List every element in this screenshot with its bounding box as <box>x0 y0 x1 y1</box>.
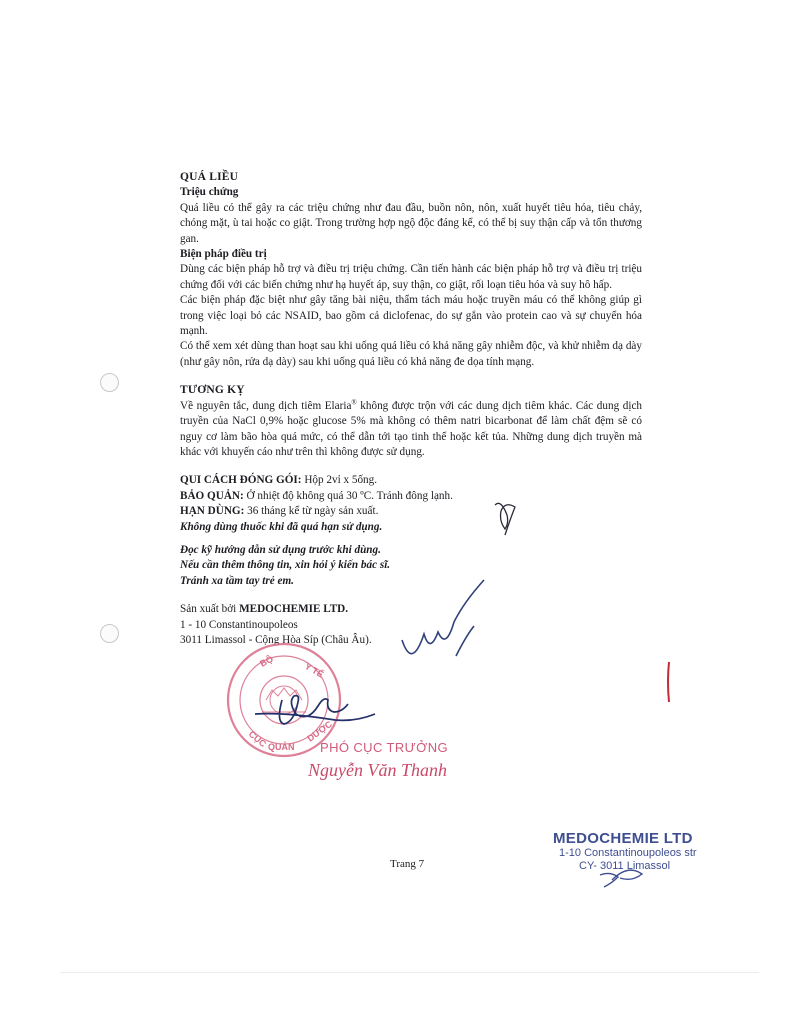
manufacturer-name: MEDOCHEMIE LTD. <box>239 603 349 616</box>
svg-text:Y TẾ: Y TẾ <box>303 661 326 680</box>
storage-label: BẢO QUẢN: <box>180 489 244 502</box>
expiry-line <box>180 504 642 519</box>
page-number: Trang 7 <box>390 858 425 870</box>
packaging-label: QUI CÁCH ĐÓNG GÓI: <box>180 474 302 487</box>
packaging-line <box>180 473 642 488</box>
incompatibility-section <box>180 383 642 460</box>
punch-hole-bottom <box>100 624 119 643</box>
overdose-section <box>180 170 642 370</box>
company-stamp-line-1: MEDOCHEMIE LTD <box>553 830 693 847</box>
packaging-value: Hộp 2vỉ x 5ống. <box>301 474 378 487</box>
incompatibility-text <box>180 399 642 461</box>
document-body <box>180 170 642 648</box>
symptoms-text: Quá liều có thể gây ra các triệu chứng như đau đầu, buồn nôn, nôn, xuất huyết tiêu hóa, tiêu chảy, chóng mặt, ù tai hoặc co giật. Trong trường hợp ngộ độc đáng kể, có thể bị suy thận cấp và tổn thương gan. <box>180 201 642 245</box>
treatment-paragraph-1: Dùng các biện pháp hỗ trợ và điều trị triệu chứng. Cần tiến hành các biện pháp hỗ trợ và điều trị triệu chứng đối với các biến chứng như hạ huyết áp, suy thận, co giật, rối loạn tiêu hóa và suy hô hấp. <box>180 263 642 291</box>
signature-over-seal <box>255 696 375 724</box>
packaging-section <box>180 473 642 535</box>
overdose-heading: QUÁ LIỀU <box>180 171 239 183</box>
svg-text:QUẢN: QUẢN <box>268 742 295 752</box>
storage-line <box>180 489 642 504</box>
incompatibility-heading: TƯƠNG KỴ <box>180 384 245 397</box>
advice-line-2: Nếu cần thêm thông tin, xin hỏi ý kiến bác sĩ. <box>180 559 391 572</box>
expiry-label: HẠN DÙNG: <box>180 505 245 518</box>
advice-line-1: Đọc kỹ hướng dẫn sử dụng trước khi dùng. <box>180 543 381 556</box>
company-stamp-line-2: 1-10 Constantinoupoleos str <box>559 847 697 859</box>
manufacturer-address-2: 3011 Limassol - Cộng Hòa Síp (Châu Âu). <box>180 633 372 646</box>
incompatibility-text-a: Về nguyên tắc, dung dịch tiêm Elaria <box>180 399 352 412</box>
manufacturer-section <box>180 602 642 648</box>
manufacturer-line <box>180 602 642 617</box>
treatment-paragraph-3: Có thể xem xét dùng than hoạt sau khi uống quá liều có khả năng gây nhiễm độc, và khử nhiễm dạ dày (như gây nôn, rửa dạ dày) sau khi uống quá liều có khả năng đe dọa tính mạng. <box>180 340 642 368</box>
expiry-warning: Không dùng thuốc khi đã quá hạn sử dụng. <box>180 520 383 533</box>
advice-line-3: Tránh xa tầm tay trẻ em. <box>180 574 294 587</box>
advice-section <box>180 543 642 589</box>
scan-edge-line <box>60 972 759 973</box>
seal-title: PHÓ CỤC TRƯỞNG <box>320 740 449 755</box>
company-stamp <box>553 830 703 873</box>
punch-hole-top <box>100 373 119 392</box>
incompatibility-text-b: không được trộn với các dung dịch tiêm khác. Các dung dịch truyền của NaCl 0,9% hoặc glucose 5% mà không có thêm natri bicarbonat để làm chất đệm sẽ có nguy cơ làm bão hòa quá mức, có thể dẫn tới tạo tinh thể hoặc kết tủa. Những dung dịch truyền mà khác với khuyến cáo như trên thì không được sử dụng. <box>180 399 642 458</box>
svg-text:DƯỢC: DƯỢC <box>305 718 334 744</box>
svg-text:BỘ: BỘ <box>258 653 275 669</box>
treatment-heading: Biện pháp điều trị <box>180 248 267 261</box>
red-pen-mark <box>668 662 669 702</box>
registered-mark: ® <box>351 397 357 406</box>
company-stamp-line-3: CY- 3011 Limassol <box>579 860 671 872</box>
manufacturer-prefix: Sản xuất bởi <box>180 603 240 616</box>
expiry-value: 36 tháng kể từ ngày sản xuất. <box>244 505 379 518</box>
svg-text:CỤC: CỤC <box>246 728 269 750</box>
storage-value: Ở nhiệt độ không quá 30 ºC. Tránh đông lạnh. <box>243 489 453 502</box>
treatment-paragraph-2: Các biện pháp đặc biệt như gây tăng bài niệu, thẩm tách máu hoặc truyền máu có thể không giúp gì trong việc loại bỏ các NSAID, bao gồm cả diclofenac, do sự gắn vào protein cao và sự chuyển hóa mạnh. <box>180 294 642 338</box>
symptoms-heading: Triệu chứng <box>180 186 239 199</box>
manufacturer-address-1: 1 - 10 Constantinoupoleos <box>180 618 298 631</box>
seal-signatory: Nguyễn Văn Thanh <box>308 760 447 780</box>
